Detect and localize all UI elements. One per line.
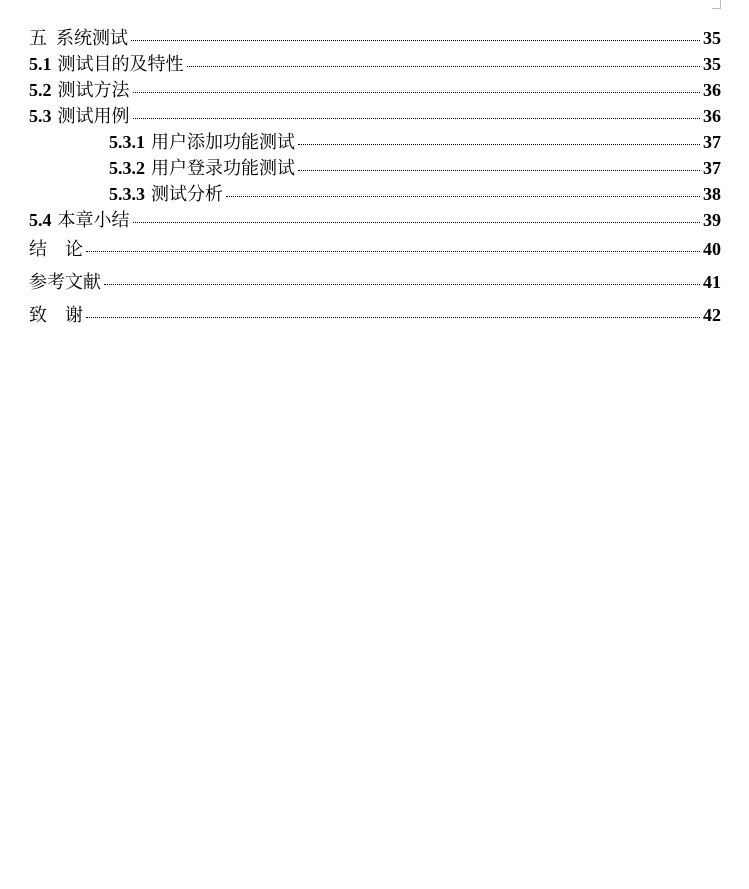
toc-entry-text: 本章小结 [57,210,130,230]
toc-entry-title [29,299,83,332]
toc-entry-number: 5.3.2 [109,158,145,178]
toc-entry-number: 5.3.3 [109,184,145,204]
dot-leader [298,170,700,171]
dot-leader [298,144,700,145]
toc-entry-title [29,51,184,77]
toc-entry-text: 结 论 [29,239,83,259]
dot-leader [104,284,700,285]
toc-entry-page: 35 [703,54,721,74]
toc-entry-chapter-5[interactable] [29,25,721,51]
toc-entry-text: 测试方法 [57,80,130,100]
toc-entry-page: 38 [703,184,721,204]
toc-entry-text: 测试用例 [57,106,130,126]
toc-entry-5-3-1[interactable] [29,129,721,155]
toc-entry-title [29,103,130,129]
toc-entry-page: 35 [703,28,721,48]
toc-entry-page: 40 [703,239,721,259]
toc-entry-page: 37 [703,132,721,152]
toc-entry-number: 5.4 [29,210,52,230]
dot-leader [131,40,700,41]
toc-entry-references[interactable] [29,266,721,299]
dot-leader [133,222,701,223]
toc-entry-title [109,181,223,207]
toc-entry-5-3[interactable] [29,103,721,129]
dot-leader [133,118,701,119]
toc-entry-title: 五 系统测试 [29,28,128,48]
toc-entry-text: 测试分析 [151,184,223,204]
toc-entry-5-1[interactable] [29,51,721,77]
toc-entry-number: 5.3.1 [109,132,145,152]
dot-leader [133,92,701,93]
toc-entry-acknowledgements[interactable] [29,299,721,332]
dot-leader [86,317,700,318]
toc-entry-text: 用户添加功能测试 [151,132,295,152]
toc-entry-text: 致 谢 [29,305,83,325]
toc-entry-page: 36 [703,80,721,100]
toc-entry-title [29,77,130,103]
toc-entry-5-4[interactable] [29,207,721,233]
toc-entry-number: 5.2 [29,80,52,100]
toc-entry-title [109,155,295,181]
dot-leader [226,196,700,197]
toc-entry-page: 39 [703,210,721,230]
toc-entry-5-3-3[interactable] [29,181,721,207]
toc-entry-text: 参考文献 [29,272,101,292]
toc-entry-page: 37 [703,158,721,178]
toc-entry-number: 5.1 [29,54,52,74]
toc-entry-page: 41 [703,272,721,292]
toc-entry-title [29,233,83,266]
toc-entry-page: 42 [703,305,721,325]
toc-entry-conclusion[interactable] [29,233,721,266]
toc-entry-5-3-2[interactable] [29,155,721,181]
toc-entry-title [109,129,295,155]
dot-leader [187,66,701,67]
toc-entry-text: 用户登录功能测试 [151,158,295,178]
page-corner-mark [712,0,721,9]
toc-entry-title [29,266,101,299]
toc-entry-number: 5.3 [29,106,52,126]
dot-leader [86,251,700,252]
toc-entry-5-2[interactable] [29,77,721,103]
toc-entry-text: 测试目的及特性 [57,54,184,74]
table-of-contents [29,25,721,332]
toc-entry-page: 36 [703,106,721,126]
toc-entry-title [29,207,130,233]
